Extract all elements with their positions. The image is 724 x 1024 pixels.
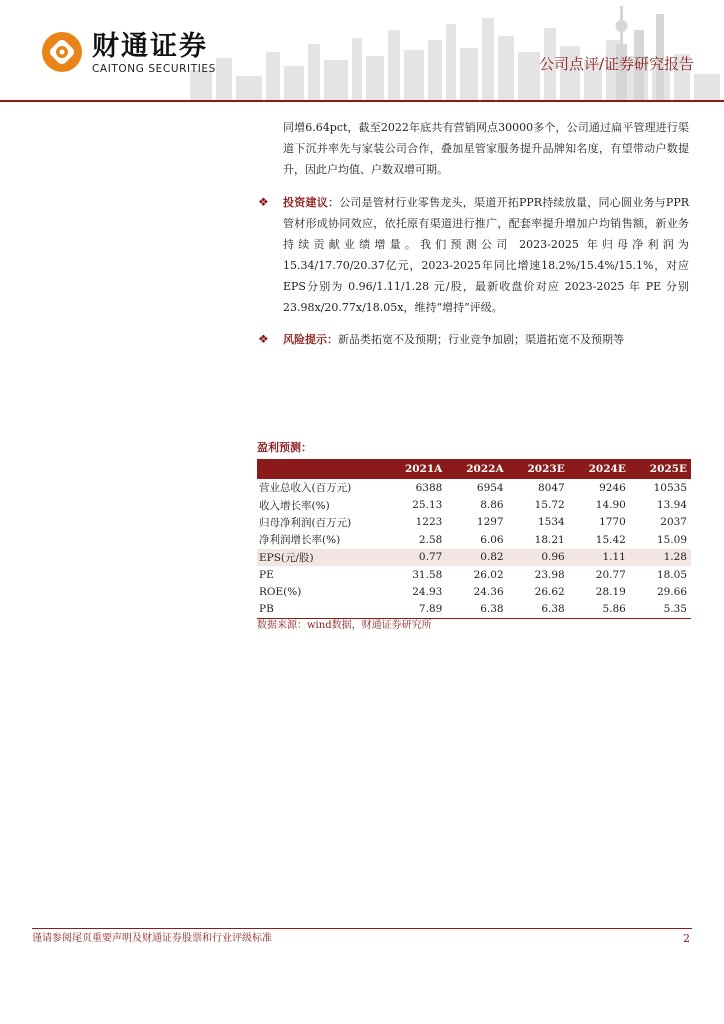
table-cell: 24.36 <box>473 586 504 599</box>
table-cell: 0.82 <box>446 549 507 566</box>
table-cell: 1.11 <box>569 549 630 566</box>
table-cell: 26.62 <box>534 586 565 599</box>
table-cell: 1534 <box>538 516 565 529</box>
table-cell: 5.86 <box>569 601 630 619</box>
investment-advice-paragraph <box>283 192 689 318</box>
table-source-note: 数据来源：wind数据，财通证券研究所 <box>257 620 432 631</box>
table-cell: 15.09 <box>656 533 687 546</box>
table-row <box>257 479 691 496</box>
table-row-highlighted <box>257 549 691 566</box>
table-cell: 20.77 <box>595 568 626 581</box>
column-header: 2025E <box>630 459 691 479</box>
table-row <box>257 583 691 600</box>
caitong-logo-icon <box>40 30 84 74</box>
table-cell: 6954 <box>476 481 504 494</box>
table-cell: 1223 <box>415 516 443 529</box>
table-cell: 10535 <box>653 481 687 494</box>
column-header: 2021A <box>385 459 446 479</box>
table-cell: 6.06 <box>480 533 504 546</box>
column-header: 2022A <box>446 459 507 479</box>
table-cell: 13.94 <box>656 499 687 512</box>
column-header: 2023E <box>508 459 569 479</box>
earnings-forecast-table <box>257 459 691 619</box>
table-cell: 31.58 <box>412 568 443 581</box>
table-cell: 0.77 <box>385 549 446 566</box>
table-row <box>257 496 691 513</box>
table-cell: 1770 <box>599 516 626 529</box>
risk-paragraph <box>283 329 689 350</box>
table-row <box>257 531 691 548</box>
business-paragraph: 同增6.64pct，截至2022年底共有营销网点30000多个，公司通过扁平管理进行渠道下沉并率先与家装公司合作，叠加星管家服务提升品牌知名度，有望带动户数提升，因此户均值、户数双增可期。 <box>283 121 689 176</box>
bullet-icon: ❖ <box>258 195 269 209</box>
investment-advice-label: 投资建议： <box>283 196 340 209</box>
bullet-icon: ❖ <box>258 332 269 346</box>
table-cell: 18.21 <box>534 533 565 546</box>
table-cell: 8047 <box>538 481 565 494</box>
header-divider <box>0 100 724 102</box>
row-label: 收入增长率(%) <box>259 499 330 512</box>
page-number: 2 <box>683 932 690 945</box>
column-header: 2024E <box>569 459 630 479</box>
table-cell: 26.02 <box>473 568 504 581</box>
table-row <box>257 566 691 583</box>
table-cell: 6.38 <box>508 601 569 619</box>
table-cell: 2.58 <box>418 533 443 546</box>
row-label: PB <box>257 601 385 619</box>
table-cell: 5.35 <box>630 601 691 619</box>
row-label: ROE(%) <box>259 586 302 599</box>
row-label: 归母净利润(百万元) <box>259 516 352 529</box>
table-cell: 24.93 <box>412 586 443 599</box>
table-header-row <box>257 459 691 479</box>
table-cell: 25.13 <box>412 499 443 512</box>
table-cell: 8.86 <box>480 499 504 512</box>
table-cell: 23.98 <box>534 568 565 581</box>
table-cell: 18.05 <box>656 568 687 581</box>
table-cell: 14.90 <box>595 499 626 512</box>
table-cell: 6.38 <box>446 601 507 619</box>
risk-label: 风险提示： <box>283 333 338 346</box>
table-cell: 9246 <box>599 481 626 494</box>
risk-text: 新品类拓宽不及预期；行业竞争加剧；渠道拓宽不及预期等 <box>338 333 624 346</box>
footer-divider <box>32 928 692 929</box>
row-label: 净利润增长率(%) <box>259 534 341 547</box>
table-cell: 6388 <box>415 481 443 494</box>
table-cell: 2037 <box>660 516 687 529</box>
table-cell: 1297 <box>476 516 504 529</box>
row-label: 营业总收入(百万元) <box>259 482 352 495</box>
table-cell: 15.42 <box>595 533 626 546</box>
table-cell: 7.89 <box>385 601 446 619</box>
investment-advice-text: 公司是管材行业零售龙头，渠道开拓PPR持续放量，同心圆业务与PPR管材形成协同效应，依托原有渠道进行推广，配套率提升增加户均销售额，新业务持续贡献业绩增量。我们预测公司 2023-2025 年归母净利润为15.34/17.70/20.37亿元，2023-2025年同比增速18.2%/15.4%/15.1%，对应EPS分别为 0.96/1.11/1.28 元/股，最新收盘价对应 2023-2025 年 PE 分别23.98x/20.77x/18.05x，维持“增持”评级。 <box>283 196 689 314</box>
row-label: PE <box>259 568 274 581</box>
table-cell: 15.72 <box>534 499 565 512</box>
logo-chinese-name: 财通证券 <box>92 31 208 62</box>
city-skyline-graphic <box>180 0 724 100</box>
table-cell: 29.66 <box>656 586 687 599</box>
table-cell: 1.28 <box>630 549 691 566</box>
table-row <box>257 601 691 619</box>
table-cell: 0.96 <box>508 549 569 566</box>
forecast-table-title: 盈利预测： <box>257 441 312 454</box>
page-header <box>0 0 724 102</box>
table-cell: 28.19 <box>595 586 626 599</box>
footer-disclaimer: 谨请参阅尾页重要声明及财通证券股票和行业评级标准 <box>32 933 272 944</box>
report-type-label: 公司点评/证券研究报告 <box>538 55 694 73</box>
row-label: EPS(元/股) <box>257 549 385 566</box>
table-row <box>257 514 691 531</box>
column-header <box>257 459 385 479</box>
logo-english-name: CAITONG SECURITIES <box>92 63 216 75</box>
